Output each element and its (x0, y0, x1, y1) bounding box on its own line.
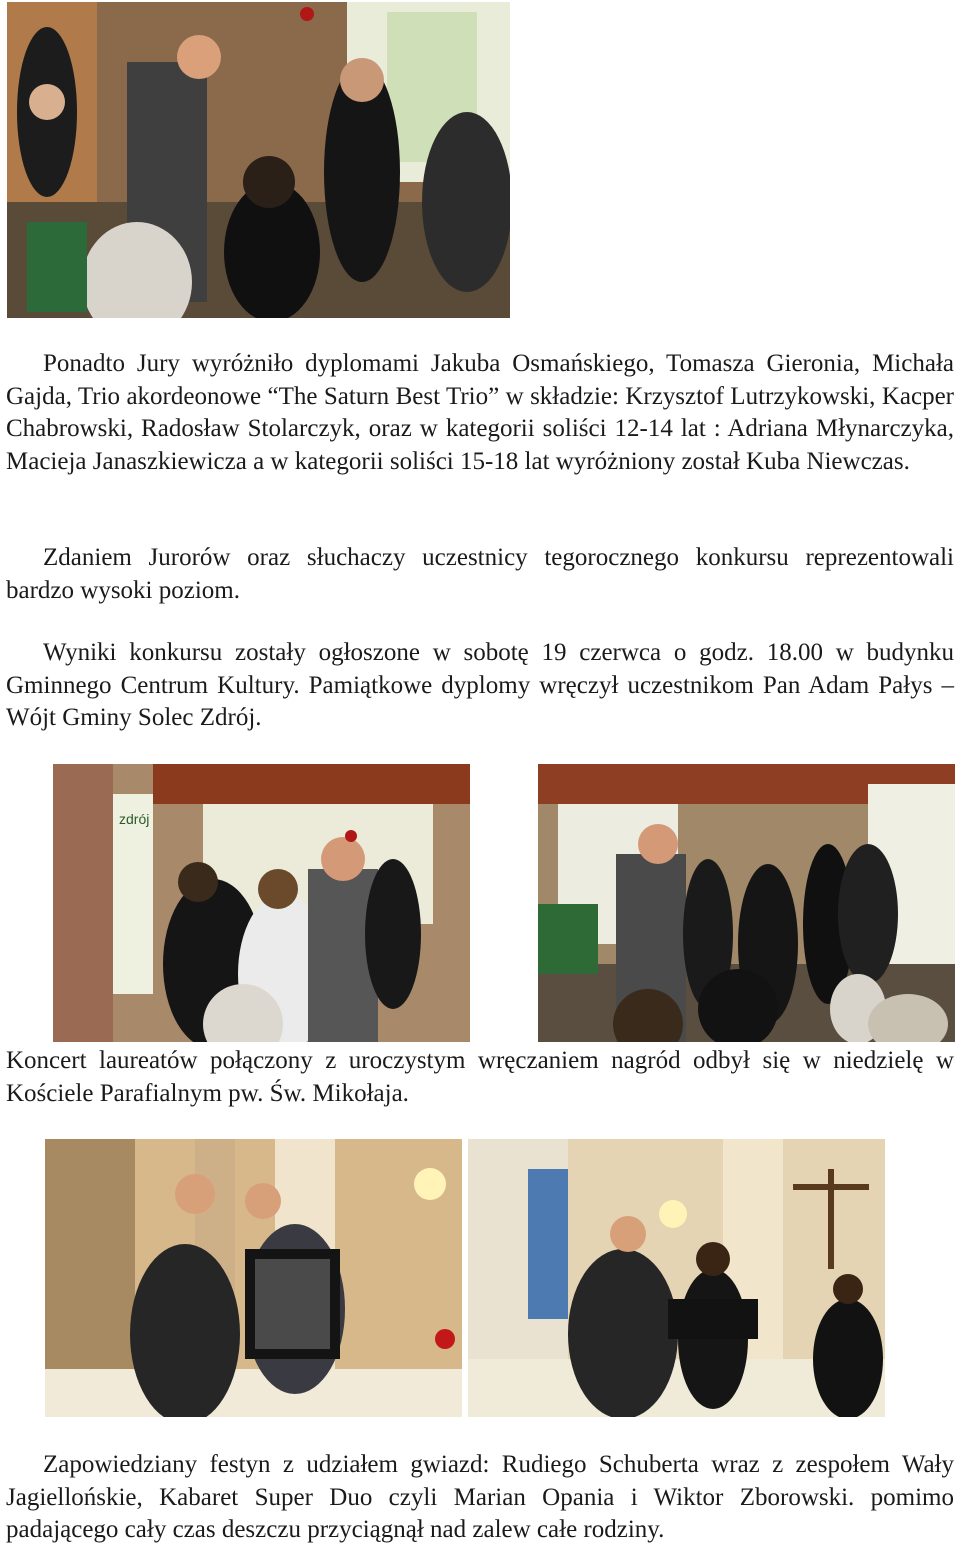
paragraph-festival: Zapowiedziany festyn z udziałem gwiazd: Rudiego Schuberta wraz z zespołem Wały Jagiellońskie, Kabaret Super Duo czyli Marian Opania i Wiktor Zborowski. pomimo padającego cały czas deszczu przyciągnął nad zalew całe rodziny. (6, 1451, 954, 1543)
paragraph-honorable-mentions: Ponadto Jury wyróżniło dyplomami Jakuba Osmańskiego, Tomasza Gieronia, Michała Gajda, Trio akordeonowe “The Saturn Best Trio” w składzie: Krzysztof Lutrzykowski, Kacper Chabrowski, Radosław Stolarczyk, oraz w kategorii soliści 12-14 lat : Adriana Młynarczyka, Macieja Janaszkiewicza a w kategorii soliści 15-18 lat wyróżniony został Kuba Niewczas. (6, 350, 954, 475)
photo-church-left (45, 1139, 462, 1417)
paragraph-laureates-concert: Koncert laureatów połączony z uroczystym wręczaniem nagród odbył się w niedzielę w Kościele Parafialnym pw. Św. Mikołaja. (6, 1047, 954, 1107)
photo-ceremony-middle-left (53, 764, 470, 1042)
photo-ceremony-top (7, 2, 510, 318)
banner-text: zdrój (119, 811, 150, 827)
paragraph-jury-opinion: Zdaniem Jurorów oraz słuchaczy uczestnicy tegorocznego konkursu reprezentowali bardzo wysoki poziom. (6, 544, 954, 604)
photo-ceremony-middle-right (538, 764, 955, 1042)
photo-church-right (468, 1139, 885, 1417)
paragraph-results-announcement: Wyniki konkursu zostały ogłoszone w sobotę 19 czerwca o godz. 18.00 w budynku Gminnego Centrum Kultury. Pamiątkowe dyplomy wręczył uczestnikom Pan Adam Pałys – Wójt Gminy Solec Zdrój. (6, 639, 954, 731)
